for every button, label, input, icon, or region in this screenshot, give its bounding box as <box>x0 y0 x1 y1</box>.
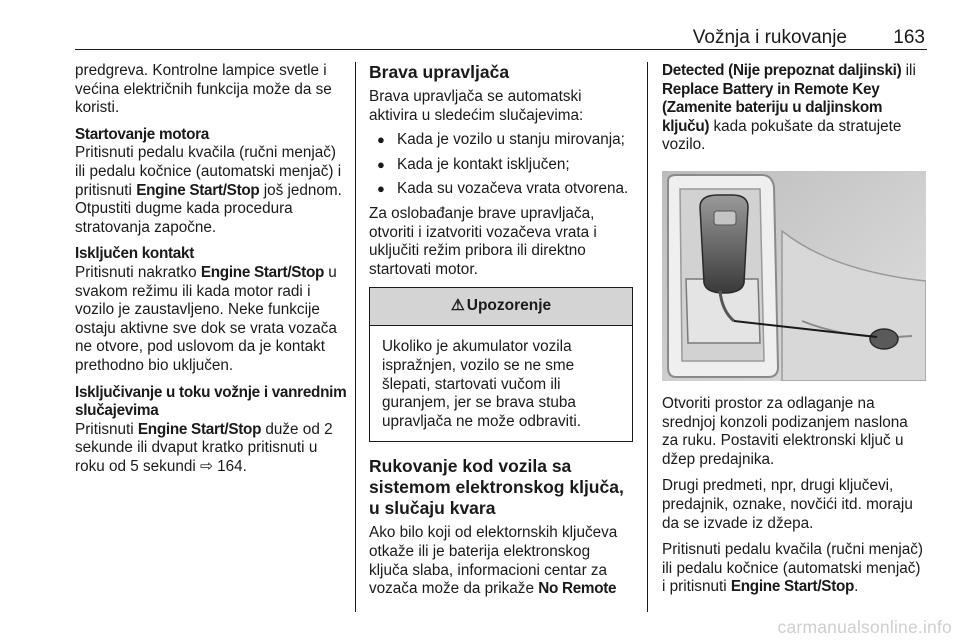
chapter-title: Vožnja i rukovanje <box>692 27 847 48</box>
page-reference-arrow-icon[interactable]: ⇨ <box>200 457 213 475</box>
paragraph-pritisnuti-pedalu: Pritisnuti pedalu kvačila (ručni menjač) ili pedalu kočnice (automatski menjač) i pritisnuti Engine Start/Stop. <box>662 541 924 596</box>
heading-rukovanje-kvar: Rukovanje kod vozila sa sistemom elektronskog ključa, u slučaju kvara <box>369 456 624 519</box>
intro-paragraph: predgreva. Kontrolne lampice svetle i većina električnih funkcija može da se koristi. <box>75 62 332 117</box>
console-key-pocket-illustration <box>662 171 926 381</box>
paragraph-iskljucen-kontakt: Pritisnuti nakratko Engine Start/Stop u svakom režimu ili kada motor radi i vozilo je zaustavljeno. Neke funkcije ostaju aktivne sve dok se vrata vozača ne otvore, pod uslovom da je kontakt prethodno bio uključen. <box>75 263 337 374</box>
paragraph-otvoriti-prostor: Otvoriti prostor za odlaganje na srednjoj konzoli podizanjem naslona za ruku. Postaviti elektronski ključ u džep predajnika. <box>662 394 908 468</box>
column-3 <box>662 62 928 597</box>
column-1 <box>75 62 347 484</box>
list-item: ● Kada su vozačeva vrata otvorena. <box>377 180 629 198</box>
heading-brava-upravljaca: Brava upravljača <box>369 62 510 82</box>
paragraph-kvar: Ako bilo koji od elektornskih ključeva otkaže ili je baterija elektronskog ključa slaba, informacioni centar za vozača može da prikaže No Remote <box>369 524 618 598</box>
bullet-icon: ● <box>377 181 385 197</box>
page-header <box>75 22 927 50</box>
warning-triangle-icon: ⚠ <box>450 297 465 315</box>
key-pocket-photo <box>662 171 926 381</box>
warning-text: Ukoliko je akumulator vozila ispražnjen, vozilo se ne sme šlepati, startovati vučom ili guranjem, jer se brava stuba upravljača ne može odbraviti. <box>382 338 581 430</box>
paragraph-brava-intro: Brava upravljača se automatski aktivira u sledećim slučajevima: <box>369 88 584 124</box>
page-number: 163 <box>893 27 925 48</box>
list-item: ● Kada je vozilo u stanju mirovanja; <box>377 131 625 149</box>
column-divider-1 <box>355 62 356 612</box>
list-item: ● Kada je kontakt isključen; <box>377 155 570 173</box>
watermark: carmanualsonline.info <box>777 617 952 637</box>
paragraph-startovanje-motora: Pritisnuti pedalu kvačila (ručni menjač) ili pedalu kočnice (automatski menjač) i pritisnuti Engine Start/Stop još jednom. Otpustiti dugme kada procedura stratovanja započne. <box>75 144 342 236</box>
bullet-icon: ● <box>377 156 385 172</box>
paragraph-drugi-predmeti: Drugi predmeti, npr, drugi ključevi, predajnik, oznake, novčići itd. moraju da se izvade iz džepa. <box>662 477 913 532</box>
warning-box <box>369 287 633 442</box>
bullet-icon: ● <box>377 132 385 148</box>
engine-start-stop-label: Engine Start/Stop <box>137 420 262 438</box>
warning-header <box>370 288 632 326</box>
page-reference-link[interactable]: 164. <box>212 457 247 475</box>
heading-startovanje-motora: Startovanje motora <box>75 125 210 143</box>
heading-iskljucen-kontakt: Isključen kontakt <box>75 245 195 263</box>
engine-start-stop-label: Engine Start/Stop <box>730 578 855 596</box>
bullet-list <box>369 131 633 199</box>
paragraph-oslobadjanje: Za oslobađanje brave upravljača, otvoriti i izatvoriti vozačeva vrata i uključiti režim pribora ili direktno startovati motor. <box>369 204 597 278</box>
paragraph-iskljucivanje-u-voznji: Pritisnuti Engine Start/Stop duže od 2 sekunde ili dvaput kratko pritisnuti u roku od 5 sekundi ⇨ 164. <box>75 420 333 475</box>
column-2 <box>369 62 633 599</box>
heading-iskljucivanje-u-voznji: Isključivanje u toku vožnje i vanrednim slučajevima <box>75 383 347 420</box>
engine-start-stop-label: Engine Start/Stop <box>200 263 325 281</box>
column-divider-2 <box>647 62 648 612</box>
engine-start-stop-label: Engine Start/Stop <box>136 181 260 199</box>
warning-title: Upozorenje <box>466 297 552 315</box>
paragraph-no-remote-detected: Detected (Nije prepoznat daljinski) ili Replace Battery in Remote Key (Zamenite bateriju u daljinskom ključu) kada pokušate da stratujete vozilo. <box>662 62 916 154</box>
